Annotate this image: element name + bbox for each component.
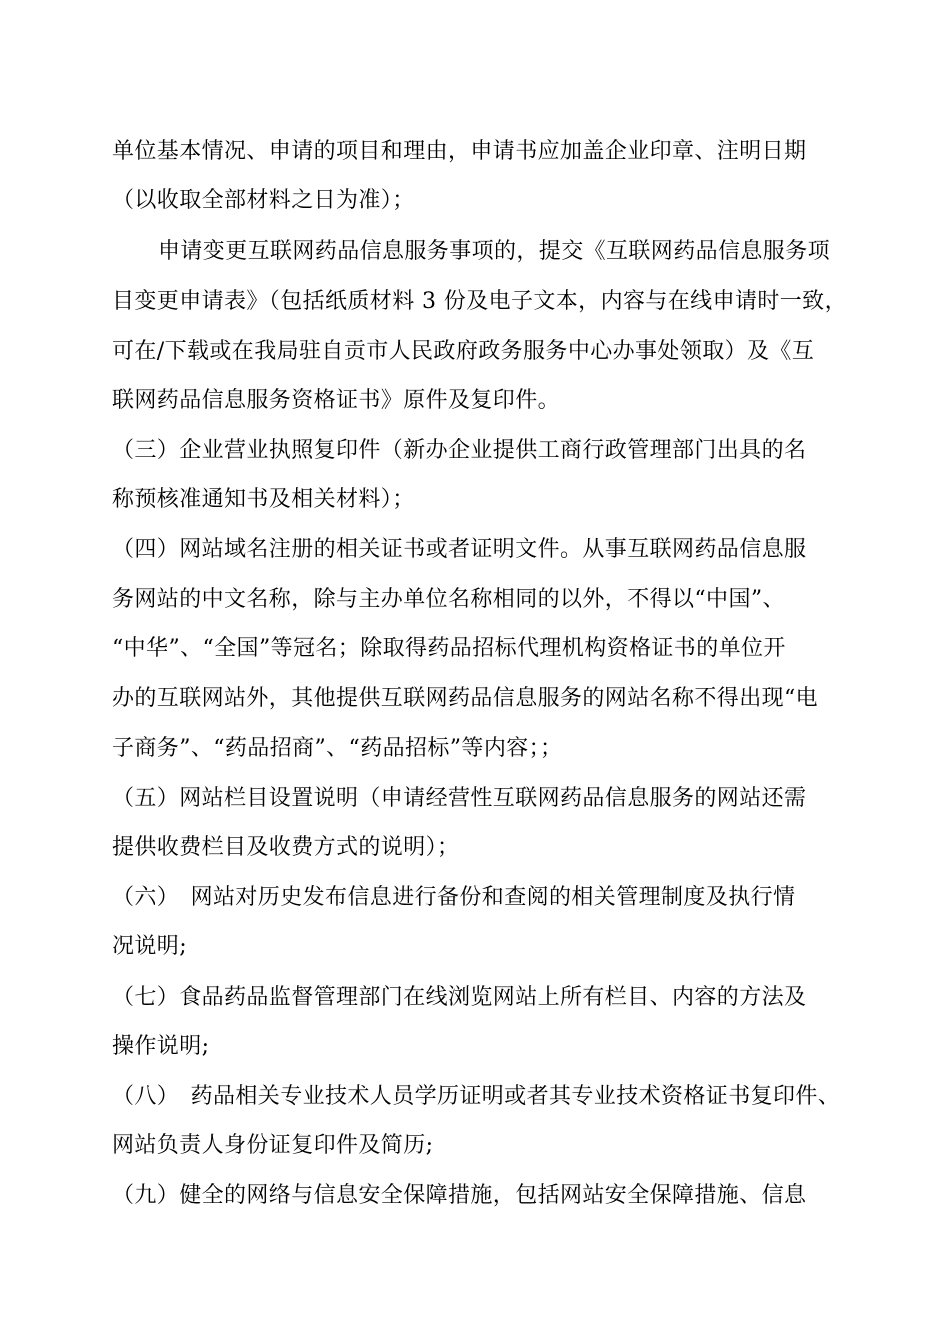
text-line: （九）健全的网络与信息安全保障措施，包括网站安全保障措施、信息 <box>112 1183 807 1208</box>
text-line: （五）网站栏目设置说明（申请经营性互联网药品信息服务的网站还需 <box>112 786 807 811</box>
text-line: 提供收费栏目及收费方式的说明）； <box>112 835 460 860</box>
text-line: 况说明; <box>112 934 188 959</box>
text-line: “中华”、“全国”等冠名；除取得药品招标代理机构资格证书的单位开 <box>112 636 786 661</box>
text-line: 联网药品信息服务资格证书》原件及复印件。 <box>112 388 561 413</box>
text-line: 称预核准通知书及相关材料）； <box>112 487 415 512</box>
text-line: 办的互联网站外，其他提供互联网药品信息服务的网站名称不得出现“电 <box>112 686 819 711</box>
text-line: 单位基本情况、申请的项目和理由，申请书应加盖企业印章、注明日期 <box>112 139 807 164</box>
text-line: 务网站的中文名称，除与主办单位名称相同的以外，不得以“中国”、 <box>112 587 785 612</box>
text-line: （八） 药品相关专业技术人员学历证明或者其专业技术资格证书复印件、 <box>112 1084 841 1109</box>
text-line: 申请变更互联网药品信息服务事项的，提交《互联网药品信息服务项 <box>158 239 831 264</box>
text-line: 网站负责人身份证复印件及简历; <box>112 1133 434 1158</box>
text-line: （三）企业营业执照复印件（新办企业提供工商行政管理部门出具的名 <box>112 438 807 463</box>
text-line: 操作说明; <box>112 1034 210 1059</box>
text-line: （以收取全部材料之日为准）； <box>112 188 415 213</box>
text-line: 目变更申请表》（包括纸质材料 3 份及电子文本，内容与在线申请时一致， <box>112 289 847 314</box>
text-line: （六） 网站对历史发布信息进行备份和查阅的相关管理制度及执行情 <box>112 885 796 910</box>
text-line: 可在/下载或在我局驻自贡市人民政府政务服务中心办事处领取）及《互 <box>112 339 815 364</box>
text-line: （七）食品药品监督管理部门在线浏览网站上所有栏目、内容的方法及 <box>112 985 807 1010</box>
text-line: （四）网站域名注册的相关证书或者证明文件。从事互联网药品信息服 <box>112 537 807 562</box>
text-line: 子商务”、“药品招商”、“药品招标”等内容；； <box>112 736 563 761</box>
